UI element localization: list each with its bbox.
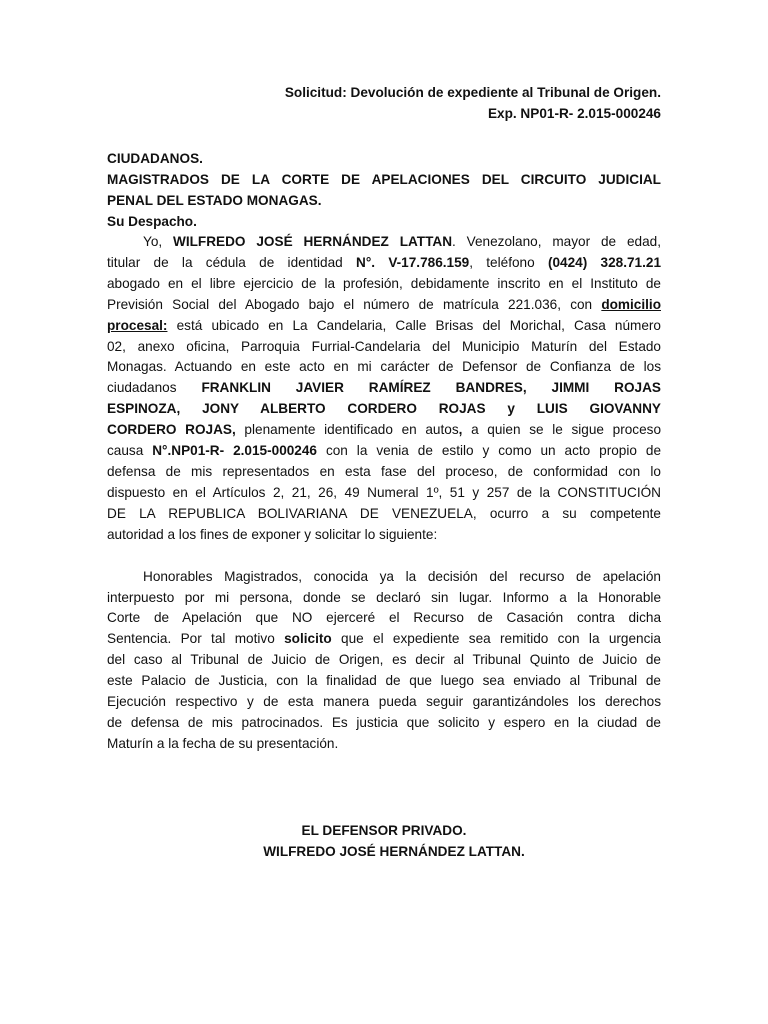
attorney-name: WILFREDO JOSÉ HERNÁNDEZ LATTAN [173,234,453,249]
paragraph-line: procesal: está ubicado en La Candelaria, Calle Brisas del Morichal, Casa número [107,317,661,333]
paragraph-line: Monagas. Actuando en este acto en mi carácter de Defensor de Confianza de los [107,359,661,375]
case-number: N°.NP01-R- 2.015-000246 [152,443,317,459]
domicile-label-cont: procesal: [107,317,168,333]
paragraph-introduction [107,232,661,546]
paragraph-line: ciudadanos FRANKLIN JAVIER RAMÍREZ BANDRES, JIMMI ROJAS [107,380,661,396]
paragraph-line: Previsión Social del Abogado bajo el número de matrícula 221.036, con domicilio [107,296,661,312]
paragraph-line: ESPINOZA, JONY ALBERTO CORDERO ROJAS y LUIS GIOVANNY [107,401,661,417]
addressee-line-3: PENAL DEL ESTADO MONAGAS. [107,193,322,208]
paragraph-line: dispuesto en el Artículos 2, 21, 26, 49 Numeral 1º, 51 y 257 de la CONSTITUCIÓN [107,484,661,500]
file-number: Exp. NP01-R- 2.015-000246 [487,106,661,121]
paragraph-line: Corte de Apelación que NO ejerceré el Recurso de Casación contra dicha [107,610,661,626]
paragraph-line: Honorables Magistrados, conocida ya la decisión del recurso de apelación [143,568,661,584]
paragraph-line: 02, anexo oficina, Parroquia Furrial-Candelaria del Municipio Maturín del Estado [107,338,661,354]
paragraph-line: Sentencia. Por tal motivo solicito que el expediente sea remitido con la urgencia [107,631,661,647]
addressee-line-2: MAGISTRADOS DE LA CORTE DE APELACIONES DEL CIRCUITO JUDICIAL [107,172,661,187]
addressee-line-4: Su Despacho. [107,214,197,229]
paragraph-line: este Palacio de Justicia, con la finalidad de que luego sea enviado al Tribunal de [107,673,661,689]
paragraph-line: causa N°.NP01-R- 2.015-000246 con la venia de estilo y como un acto propio de [107,443,662,459]
paragraph-line: Yo, WILFREDO JOSÉ HERNÁNDEZ LATTAN. Venezolano, mayor de edad, [143,234,661,249]
paragraph-line: Maturín a la fecha de su presentación. [107,735,339,751]
phone-number: (0424) 328.71.21 [547,254,662,270]
paragraph-line: del caso al Tribunal de Juicio de Origen, es decir al Tribunal Quinto de Juicio de [107,652,661,668]
document-header [107,82,661,124]
paragraph-line: Ejecución respectivo y de esta manera pueda seguir garantizándoles los derechos [107,694,661,710]
addressee-line-1: CIUDADANOS. [107,151,203,166]
paragraph-line: defensa de mis representados en esta fase del proceso, de conformidad con lo [107,463,661,479]
paragraph-line: abogado en el libre ejercicio de la profesión, debidamente inscrito en el Instituto de [107,275,661,291]
signature-title: EL DEFENSOR PRIVADO. [301,823,467,838]
client-names: FRANKLIN JAVIER RAMÍREZ BANDRES, JIMMI ROJAS [201,380,661,396]
document-body [107,82,661,755]
paragraph-line: titular de la cédula de identidad N°. V-17.786.159, teléfono (0424) 328.71.21 [107,254,662,270]
paragraph-line: de defensa de mis patrocinados. Es justicia que solicito y espero en la ciudad de [107,714,661,730]
paragraph-line: CORDERO ROJAS, plenamente identificado en autos, a quien se le sigue proceso [107,422,662,438]
signature-name: WILFREDO JOSÉ HERNÁNDEZ LATTAN. [263,844,525,859]
signature-block [107,820,661,862]
paragraph-line: autoridad a los fines de exponer y solicitar lo siguiente: [107,526,438,542]
paragraph-request [107,567,661,755]
id-number: N°. V-17.786.159 [356,254,470,270]
domicile-label: domicilio [601,296,661,312]
paragraph-line: DE LA REPUBLICA BOLIVARIANA DE VENEZUELA, ocurro a su competente [107,505,661,521]
request-keyword: solicito [284,631,332,647]
request-subject: Solicitud: Devolución de expediente al Tribunal de Origen. [284,85,661,100]
addressee-block [107,148,661,232]
paragraph-line: interpuesto por mi persona, donde se declaró sin lugar. Informo a la Honorable [107,589,661,605]
